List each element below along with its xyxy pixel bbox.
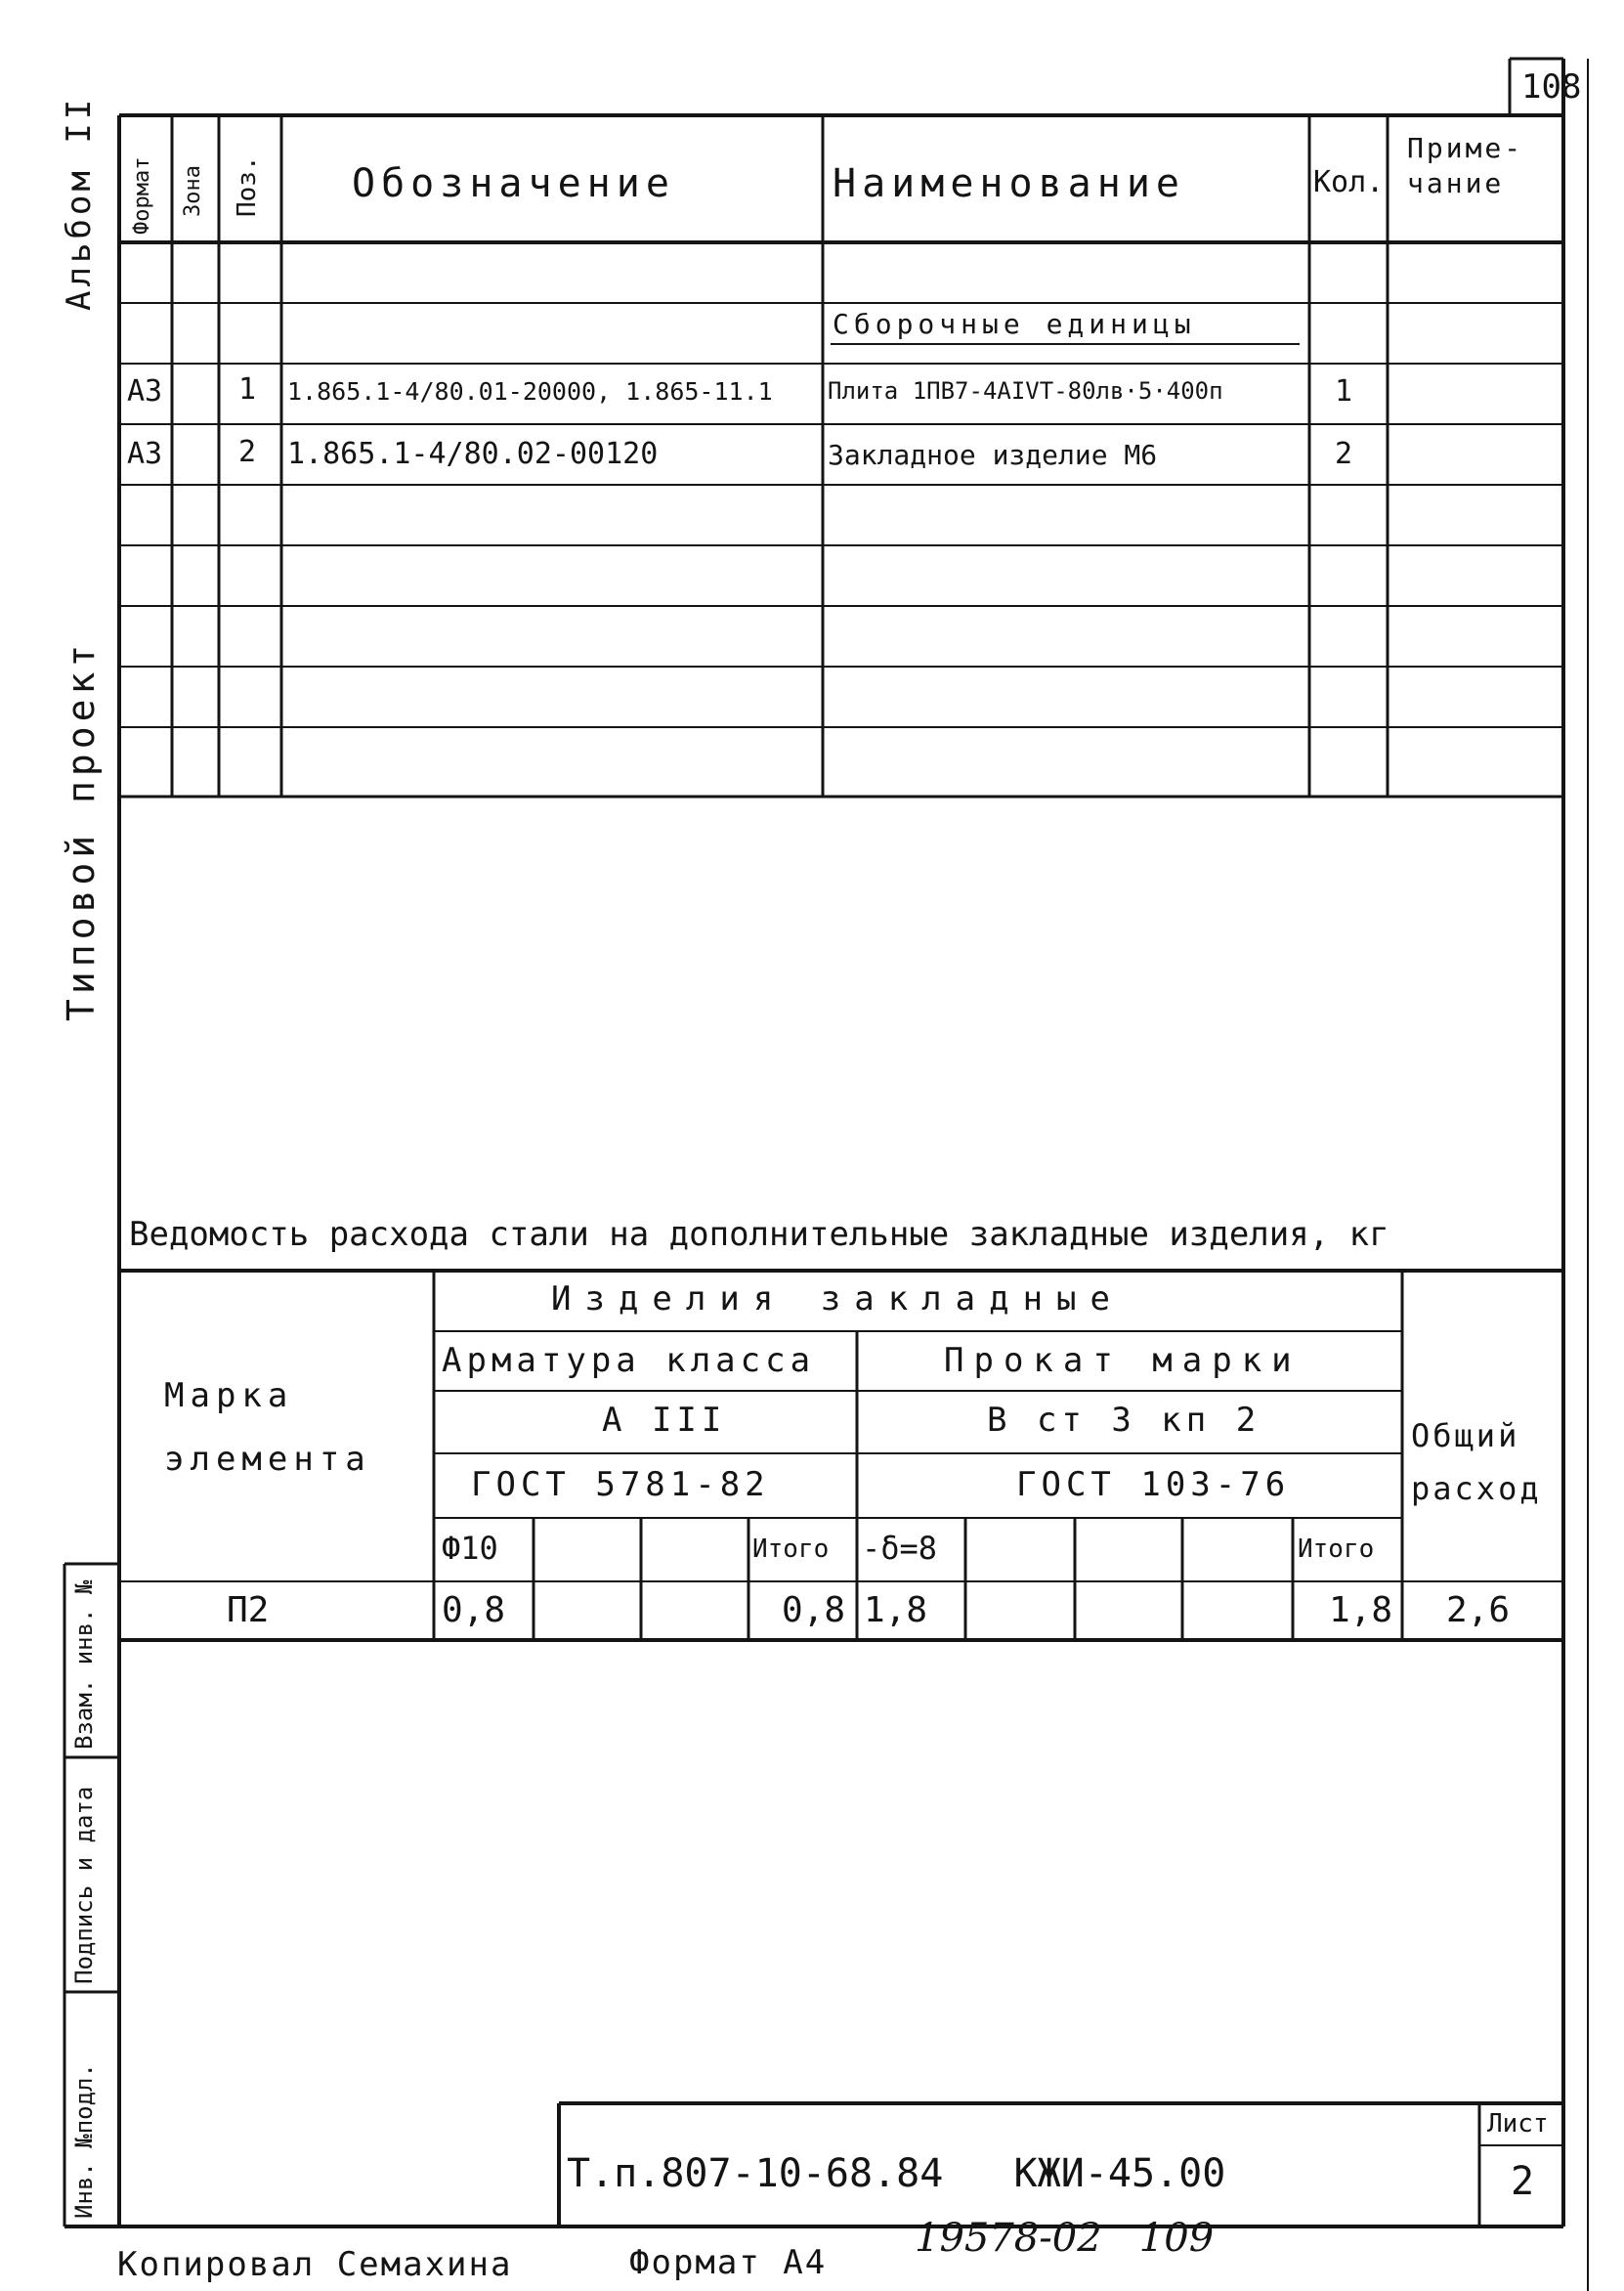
- sheet-number: 2: [1511, 2159, 1535, 2204]
- header-name: Наименование: [833, 161, 1185, 206]
- album-label: Альбом II: [60, 95, 99, 311]
- format-label: Формат А4: [629, 2243, 828, 2282]
- arm-total: 0,8: [782, 1590, 846, 1630]
- row-pos: 1: [238, 372, 257, 407]
- header-qty: Кол.: [1313, 165, 1385, 199]
- total-header: Общий расход: [1411, 1417, 1542, 1508]
- header-pos: Поз.: [233, 155, 262, 217]
- mark-header: Марка элемента: [164, 1376, 371, 1479]
- armature-gost: ГОСТ 5781-82: [471, 1465, 770, 1504]
- row-mark: П2: [227, 1590, 270, 1630]
- rolled-value: 1,8: [864, 1590, 928, 1630]
- handwritten-note: 19578-02 109: [915, 2216, 1215, 2261]
- copied-by: Копировал Семахина: [117, 2245, 513, 2284]
- rolled-col-delta8: -δ=8: [862, 1530, 938, 1567]
- row-designation: 1.865.1-4/80.02-00120: [287, 437, 659, 471]
- rolled-grade: В ст 3 кп 2: [987, 1401, 1261, 1440]
- rolled-label: Прокат марки: [944, 1341, 1302, 1380]
- document-code: Т.п.807-10-68.84 КЖИ-45.00: [567, 2151, 1226, 2196]
- arm-col-phi10: Ф10: [442, 1530, 498, 1567]
- armature-label: Арматура класса: [442, 1341, 816, 1380]
- row-pos: 2: [238, 435, 257, 469]
- armature-class: А III: [602, 1401, 727, 1440]
- row-qty: 1: [1335, 374, 1353, 409]
- page-number: 108: [1521, 67, 1582, 107]
- sign-date-label: Подпись и дата: [70, 1786, 98, 1984]
- header-designation: Обозначение: [352, 161, 675, 206]
- row-designation: 1.865.1-4/80.01-20000, 1.865-11.1: [287, 377, 773, 406]
- section-title: Сборочные единицы: [833, 308, 1196, 340]
- arm-value: 0,8: [442, 1590, 506, 1630]
- inv-orig-label: Инв. №подл.: [70, 2063, 98, 2219]
- group-header: Изделия закладные: [551, 1279, 1124, 1318]
- rolled-total: 1,8: [1329, 1590, 1393, 1630]
- header-zone: Зона: [181, 165, 205, 217]
- sheet-label: Лист: [1487, 2109, 1549, 2139]
- overall-total: 2,6: [1446, 1590, 1511, 1630]
- arm-col-total: Итого: [752, 1535, 830, 1564]
- inv-vzam-label: Взам. инв. №: [70, 1579, 98, 1750]
- row-name: Закладное изделие М6: [828, 439, 1158, 471]
- rolled-col-total: Итого: [1298, 1535, 1375, 1564]
- header-format: Формат: [130, 156, 154, 235]
- steel-table-title: Ведомость расхода стали на дополнительные закладные изделия, кг: [129, 1215, 1389, 1254]
- row-format: А3: [127, 437, 163, 471]
- header-note: Приме- чание: [1407, 132, 1524, 200]
- row-name: Плита 1ПВ7-4АIVТ-80лв·5·400п: [828, 377, 1223, 405]
- project-label: Типовой проект: [60, 639, 103, 1021]
- row-format: А3: [127, 374, 163, 409]
- row-qty: 2: [1335, 437, 1353, 471]
- rolled-gost: ГОСТ 103-76: [1016, 1465, 1291, 1504]
